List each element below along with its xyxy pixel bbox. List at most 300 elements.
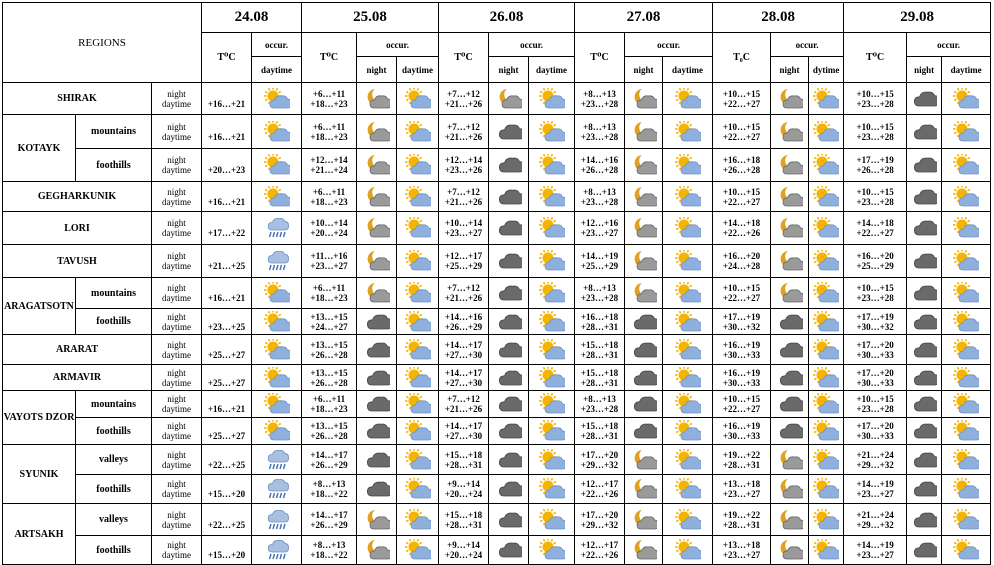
temp-day: +22…+27 bbox=[722, 98, 761, 109]
temp-night: +17…+20 bbox=[580, 449, 619, 460]
temp-cell bbox=[844, 182, 907, 212]
temp-cell bbox=[202, 504, 252, 536]
temp-night: +21…+24 bbox=[856, 449, 894, 460]
temp-cell bbox=[439, 475, 489, 504]
temp-day: +16…+21 bbox=[207, 196, 246, 207]
sun-behind-cloud-icon bbox=[529, 418, 575, 445]
temp-night: +21…+24 bbox=[856, 509, 894, 520]
sun-behind-cloud-icon bbox=[942, 445, 991, 475]
forecast-table bbox=[2, 2, 991, 565]
sun-behind-cloud-icon bbox=[809, 536, 844, 565]
night-label: night bbox=[167, 339, 186, 350]
temp-night: +10…+15 bbox=[722, 394, 761, 404]
temp-day: +29…+32 bbox=[856, 459, 894, 470]
temp-cell bbox=[575, 245, 625, 278]
sun-behind-cloud-icon bbox=[252, 278, 302, 309]
temp-cell bbox=[713, 536, 771, 565]
temp-header: T⁰C bbox=[302, 33, 357, 83]
temp-night: +13…+18 bbox=[722, 479, 761, 489]
temp-day: +30…+33 bbox=[722, 377, 761, 388]
dark-cloud-icon bbox=[907, 212, 942, 245]
dark-cloud-icon bbox=[907, 182, 942, 212]
temp-day: +16…+21 bbox=[207, 293, 246, 303]
temp-night: +16…+19 bbox=[722, 421, 761, 431]
dark-cloud-icon bbox=[489, 212, 529, 245]
temp-day: +22…+27 bbox=[722, 293, 761, 303]
temp-day: +16…+21 bbox=[207, 98, 246, 109]
temp-day: +30…+33 bbox=[722, 349, 761, 360]
daytime-header: daytime bbox=[663, 57, 713, 83]
temp-day: +20…+24 bbox=[444, 489, 483, 499]
moon-behind-cloud-icon bbox=[771, 149, 809, 182]
temp-day: +29…+32 bbox=[580, 459, 619, 470]
dark-cloud-icon bbox=[489, 365, 529, 391]
sun-behind-cloud-icon bbox=[529, 475, 575, 504]
sun-behind-cloud-icon bbox=[942, 83, 991, 115]
temp-night: +10…+15 bbox=[722, 121, 761, 132]
moon-behind-cloud-icon bbox=[625, 245, 663, 278]
dark-cloud-icon bbox=[625, 418, 663, 445]
temp-day: +22…+26 bbox=[580, 489, 619, 499]
table-row bbox=[3, 504, 991, 536]
temp-day: +26…+29 bbox=[310, 459, 348, 470]
moon-behind-cloud-icon bbox=[771, 475, 809, 504]
region-name: SYUNIK bbox=[3, 445, 76, 504]
temp-cell bbox=[844, 504, 907, 536]
temp-day: +25…+29 bbox=[444, 261, 483, 271]
dark-cloud-icon bbox=[489, 149, 529, 182]
temp-cell bbox=[439, 309, 489, 335]
night-label: night bbox=[167, 367, 186, 378]
temp-cell bbox=[575, 212, 625, 245]
dark-cloud-icon bbox=[625, 365, 663, 391]
temp-day: +18…+22 bbox=[310, 489, 348, 499]
temp-day: +28…+31 bbox=[722, 459, 761, 470]
temp-night: +17…+19 bbox=[856, 311, 894, 322]
sun-behind-cloud-icon bbox=[252, 83, 302, 115]
temp-day: +20…+24 bbox=[444, 550, 483, 560]
daytime-header: daytime bbox=[252, 57, 302, 83]
temp-day: +23…+28 bbox=[580, 404, 619, 414]
sun-behind-cloud-icon bbox=[529, 309, 575, 335]
dark-cloud-icon bbox=[357, 335, 397, 365]
dark-cloud-icon bbox=[489, 115, 529, 149]
sun-behind-cloud-icon bbox=[397, 115, 439, 149]
night-header: night bbox=[489, 57, 529, 83]
temp-cell bbox=[713, 115, 771, 149]
subregion-name: mountains bbox=[76, 115, 152, 149]
sun-behind-cloud-icon bbox=[942, 278, 991, 309]
moon-behind-cloud-icon bbox=[771, 278, 809, 309]
temp-night: +14…+16 bbox=[444, 311, 483, 322]
temp-cell bbox=[202, 365, 252, 391]
table-row bbox=[3, 245, 991, 278]
temp-night: +9…+14 bbox=[447, 540, 480, 550]
temp-cell bbox=[713, 475, 771, 504]
temp-cell bbox=[439, 212, 489, 245]
temp-cell bbox=[844, 335, 907, 365]
dark-cloud-icon bbox=[771, 391, 809, 418]
dark-cloud-icon bbox=[907, 83, 942, 115]
temp-header: T₀C bbox=[713, 33, 771, 83]
dark-cloud-icon bbox=[357, 445, 397, 475]
dark-cloud-icon bbox=[489, 335, 529, 365]
temp-cell bbox=[302, 182, 357, 212]
occur-header: occur. bbox=[252, 33, 302, 57]
temp-night: +10…+14 bbox=[444, 218, 483, 228]
sun-behind-cloud-icon bbox=[529, 278, 575, 309]
region-name: ARTSAKH bbox=[3, 504, 76, 565]
table-row bbox=[3, 278, 991, 309]
rain-cloud-icon bbox=[252, 245, 302, 278]
sun-behind-cloud-icon bbox=[252, 335, 302, 365]
temp-day: +22…+27 bbox=[856, 228, 894, 238]
moon-behind-cloud-icon bbox=[625, 445, 663, 475]
temp-night: +6…+11 bbox=[312, 186, 346, 197]
temp-cell bbox=[202, 149, 252, 182]
temp-night: +14…+19 bbox=[856, 479, 894, 489]
part-of-day-label bbox=[152, 365, 202, 391]
temp-night: +15…+18 bbox=[580, 339, 619, 350]
temp-cell bbox=[439, 115, 489, 149]
temp-day: +21…+26 bbox=[444, 293, 483, 303]
temp-cell bbox=[713, 445, 771, 475]
moon-behind-cloud-icon bbox=[357, 278, 397, 309]
temp-night: +17…+20 bbox=[856, 339, 894, 350]
temp-day: +24…+28 bbox=[722, 261, 761, 271]
night-header: night bbox=[357, 57, 397, 83]
temp-day: +21…+25 bbox=[207, 261, 246, 271]
temp-night: +15…+18 bbox=[580, 367, 619, 378]
region-name: KOTAYK bbox=[3, 115, 76, 182]
sun-behind-cloud-icon bbox=[663, 536, 713, 565]
temp-cell bbox=[844, 83, 907, 115]
temp-cell bbox=[302, 212, 357, 245]
temp-day: +26…+28 bbox=[722, 165, 761, 175]
occur-header: occur. bbox=[489, 33, 575, 57]
region-name: ARAGATSOTN bbox=[3, 278, 76, 335]
moon-behind-cloud-icon bbox=[771, 445, 809, 475]
temp-cell bbox=[202, 445, 252, 475]
sun-behind-cloud-icon bbox=[809, 115, 844, 149]
rain-cloud-icon bbox=[252, 212, 302, 245]
temp-cell bbox=[844, 365, 907, 391]
temp-day: +22…+27 bbox=[722, 131, 761, 142]
temp-day: +18…+23 bbox=[310, 404, 348, 414]
temp-cell bbox=[713, 278, 771, 309]
sun-behind-cloud-icon bbox=[942, 115, 991, 149]
temp-cell bbox=[302, 309, 357, 335]
temp-night: +12…+17 bbox=[580, 479, 619, 489]
dark-cloud-icon bbox=[907, 115, 942, 149]
sun-behind-cloud-icon bbox=[397, 391, 439, 418]
temp-cell bbox=[202, 418, 252, 445]
moon-behind-cloud-icon bbox=[357, 83, 397, 115]
sun-behind-cloud-icon bbox=[397, 278, 439, 309]
dark-cloud-icon bbox=[907, 536, 942, 565]
temp-cell bbox=[202, 83, 252, 115]
sun-behind-cloud-icon bbox=[942, 504, 991, 536]
night-label: night bbox=[167, 449, 186, 460]
night-label: night bbox=[167, 509, 186, 520]
part-of-day-label bbox=[152, 335, 202, 365]
rain-cloud-icon bbox=[252, 475, 302, 504]
temp-day: +20…+23 bbox=[207, 165, 246, 175]
temp-day: +26…+28 bbox=[580, 165, 619, 175]
sun-behind-cloud-icon bbox=[942, 309, 991, 335]
temp-cell bbox=[713, 309, 771, 335]
moon-behind-cloud-icon bbox=[357, 536, 397, 565]
temp-cell bbox=[202, 278, 252, 309]
temp-night: +8…+13 bbox=[583, 186, 616, 197]
temp-cell bbox=[713, 182, 771, 212]
temp-night: +17…+19 bbox=[722, 311, 761, 322]
sun-behind-cloud-icon bbox=[397, 335, 439, 365]
sun-behind-cloud-icon bbox=[252, 391, 302, 418]
dark-cloud-icon bbox=[907, 504, 942, 536]
temp-day: +26…+28 bbox=[310, 349, 348, 360]
temp-day: +22…+26 bbox=[722, 228, 761, 238]
temp-night: +10…+15 bbox=[856, 186, 894, 197]
night-label: night bbox=[167, 394, 186, 404]
sun-behind-cloud-icon bbox=[663, 365, 713, 391]
temp-night: +19…+22 bbox=[722, 449, 761, 460]
temp-cell bbox=[202, 212, 252, 245]
night-label: night bbox=[167, 88, 186, 99]
sun-behind-cloud-icon bbox=[252, 182, 302, 212]
date-header: 25.08 bbox=[302, 3, 439, 33]
sun-behind-cloud-icon bbox=[809, 365, 844, 391]
temp-day: +15…+20 bbox=[207, 489, 246, 499]
dark-cloud-icon bbox=[907, 418, 942, 445]
temp-day: +28…+31 bbox=[722, 519, 761, 530]
temp-night: +13…+15 bbox=[310, 421, 348, 431]
temp-day: +25…+29 bbox=[580, 261, 619, 271]
sun-behind-cloud-icon bbox=[397, 182, 439, 212]
temp-night: +10…+15 bbox=[722, 186, 761, 197]
temp-cell bbox=[844, 115, 907, 149]
sun-behind-cloud-icon bbox=[529, 212, 575, 245]
temp-cell bbox=[439, 445, 489, 475]
subregion-name: foothills bbox=[76, 309, 152, 335]
temp-day: +22…+25 bbox=[207, 519, 246, 530]
sun-behind-cloud-icon bbox=[809, 149, 844, 182]
sun-behind-cloud-icon bbox=[663, 115, 713, 149]
temp-night: +10…+15 bbox=[856, 121, 894, 132]
date-header: 26.08 bbox=[439, 3, 575, 33]
part-of-day-label bbox=[152, 212, 202, 245]
date-header: 24.08 bbox=[202, 3, 302, 33]
temp-cell bbox=[439, 391, 489, 418]
daytime-header: daytime bbox=[942, 57, 991, 83]
temp-day: +21…+24 bbox=[310, 165, 348, 175]
dark-cloud-icon bbox=[771, 335, 809, 365]
sun-behind-cloud-icon bbox=[663, 83, 713, 115]
sun-behind-cloud-icon bbox=[663, 212, 713, 245]
dark-cloud-icon bbox=[489, 309, 529, 335]
sun-behind-cloud-icon bbox=[809, 475, 844, 504]
temp-day: +25…+29 bbox=[856, 261, 894, 271]
temp-cell bbox=[302, 504, 357, 536]
temp-cell bbox=[713, 245, 771, 278]
sun-behind-cloud-icon bbox=[809, 418, 844, 445]
sun-behind-cloud-icon bbox=[529, 391, 575, 418]
temp-day: +18…+23 bbox=[310, 196, 348, 207]
night-header: night bbox=[625, 57, 663, 83]
temp-day: +30…+32 bbox=[856, 321, 894, 332]
dark-cloud-icon bbox=[907, 445, 942, 475]
sun-behind-cloud-icon bbox=[942, 418, 991, 445]
temp-cell bbox=[844, 245, 907, 278]
temp-day: +18…+22 bbox=[310, 550, 348, 560]
temp-cell bbox=[439, 83, 489, 115]
daytime-label: daytime bbox=[162, 377, 191, 388]
night-header: night bbox=[907, 57, 942, 83]
temp-day: +17…+22 bbox=[207, 228, 246, 238]
temp-night: +19…+22 bbox=[722, 509, 761, 520]
temp-cell bbox=[302, 335, 357, 365]
temp-day: +23…+27 bbox=[856, 489, 894, 499]
dark-cloud-icon bbox=[489, 245, 529, 278]
temp-day: +27…+30 bbox=[444, 377, 483, 388]
temp-night: +11…+16 bbox=[310, 251, 348, 261]
temp-cell bbox=[202, 245, 252, 278]
moon-behind-cloud-icon bbox=[357, 182, 397, 212]
date-header: 27.08 bbox=[575, 3, 713, 33]
temp-cell bbox=[302, 115, 357, 149]
temp-cell bbox=[302, 365, 357, 391]
sun-behind-cloud-icon bbox=[252, 115, 302, 149]
daytime-header: daytime bbox=[529, 57, 575, 83]
moon-behind-cloud-icon bbox=[357, 149, 397, 182]
temp-cell bbox=[439, 536, 489, 565]
sun-behind-cloud-icon bbox=[529, 115, 575, 149]
sun-behind-cloud-icon bbox=[809, 335, 844, 365]
temp-night: +17…+20 bbox=[580, 509, 619, 520]
temp-cell bbox=[844, 309, 907, 335]
dark-cloud-icon bbox=[357, 475, 397, 504]
sun-behind-cloud-icon bbox=[252, 309, 302, 335]
sun-behind-cloud-icon bbox=[809, 245, 844, 278]
temp-night: +14…+16 bbox=[580, 155, 619, 165]
temp-cell bbox=[575, 365, 625, 391]
temp-day: +23…+28 bbox=[856, 293, 894, 303]
temp-night: +8…+13 bbox=[583, 283, 616, 293]
temp-night: +14…+17 bbox=[444, 339, 483, 350]
temp-cell bbox=[439, 335, 489, 365]
table-row bbox=[3, 212, 991, 245]
region-name: SHIRAK bbox=[3, 83, 152, 115]
temp-day: +26…+29 bbox=[444, 321, 483, 332]
moon-behind-cloud-icon bbox=[771, 504, 809, 536]
temp-night: +7…+12 bbox=[447, 394, 480, 404]
temp-day: +28…+31 bbox=[580, 377, 619, 388]
temp-header: T⁰C bbox=[439, 33, 489, 83]
moon-behind-cloud-icon bbox=[625, 115, 663, 149]
sun-behind-cloud-icon bbox=[942, 335, 991, 365]
subregion-name: foothills bbox=[76, 475, 152, 504]
sun-behind-cloud-icon bbox=[252, 365, 302, 391]
temp-cell bbox=[439, 365, 489, 391]
temp-day: +23…+28 bbox=[856, 196, 894, 207]
dark-cloud-icon bbox=[489, 536, 529, 565]
temp-day: +21…+26 bbox=[444, 131, 483, 142]
temp-cell bbox=[844, 475, 907, 504]
temp-day: +15…+20 bbox=[207, 550, 246, 560]
night-label: night bbox=[167, 218, 186, 228]
temp-night: +9…+14 bbox=[447, 479, 480, 489]
temp-cell bbox=[844, 149, 907, 182]
temp-cell bbox=[575, 83, 625, 115]
temp-night: +14…+18 bbox=[722, 218, 761, 228]
region-name: TAVUSH bbox=[3, 245, 152, 278]
subregion-name: mountains bbox=[76, 391, 152, 418]
temp-night: +14…+17 bbox=[310, 449, 348, 460]
sun-behind-cloud-icon bbox=[663, 149, 713, 182]
dark-cloud-icon bbox=[625, 309, 663, 335]
moon-behind-cloud-icon bbox=[771, 83, 809, 115]
dark-cloud-icon bbox=[907, 391, 942, 418]
sun-behind-cloud-icon bbox=[809, 309, 844, 335]
temp-day: +23…+26 bbox=[444, 165, 483, 175]
temp-cell bbox=[844, 536, 907, 565]
moon-behind-cloud-icon bbox=[625, 182, 663, 212]
sun-behind-cloud-icon bbox=[663, 245, 713, 278]
temp-day: +26…+28 bbox=[310, 377, 348, 388]
daytime-label: daytime bbox=[162, 293, 191, 303]
temp-day: +28…+31 bbox=[444, 519, 483, 530]
night-label: night bbox=[167, 540, 186, 550]
region-name: GEGHARKUNIK bbox=[3, 182, 152, 212]
daytime-label: daytime bbox=[162, 404, 191, 414]
sun-behind-cloud-icon bbox=[252, 149, 302, 182]
moon-behind-cloud-icon bbox=[625, 504, 663, 536]
temp-cell bbox=[302, 245, 357, 278]
dark-cloud-icon bbox=[489, 445, 529, 475]
temp-day: +23…+27 bbox=[310, 261, 348, 271]
table-row bbox=[3, 149, 991, 182]
table-row bbox=[3, 536, 991, 565]
table-row bbox=[3, 445, 991, 475]
temp-day: +23…+28 bbox=[580, 293, 619, 303]
temp-day: +26…+28 bbox=[310, 431, 348, 441]
moon-behind-cloud-icon bbox=[625, 475, 663, 504]
temp-cell bbox=[302, 83, 357, 115]
sun-behind-cloud-icon bbox=[942, 365, 991, 391]
temp-day: +16…+21 bbox=[207, 131, 246, 142]
sun-behind-cloud-icon bbox=[942, 536, 991, 565]
region-name: ARMAVIR bbox=[3, 365, 152, 391]
part-of-day-label bbox=[152, 445, 202, 475]
temp-day: +24…+27 bbox=[310, 321, 348, 332]
dark-cloud-icon bbox=[625, 335, 663, 365]
regions-header: REGIONS bbox=[3, 3, 202, 83]
sun-behind-cloud-icon bbox=[809, 212, 844, 245]
sun-behind-cloud-icon bbox=[529, 536, 575, 565]
moon-behind-cloud-icon bbox=[625, 83, 663, 115]
daytime-header: daytime bbox=[397, 57, 439, 83]
temp-night: +16…+18 bbox=[722, 155, 761, 165]
temp-night: +12…+14 bbox=[310, 155, 348, 165]
temp-night: +16…+19 bbox=[722, 367, 761, 378]
daytime-label: daytime bbox=[162, 519, 191, 530]
sun-behind-cloud-icon bbox=[942, 245, 991, 278]
sun-behind-cloud-icon bbox=[529, 182, 575, 212]
temp-day: +27…+30 bbox=[444, 431, 483, 441]
temp-night: +16…+20 bbox=[722, 251, 761, 261]
table-row bbox=[3, 365, 991, 391]
temp-day: +26…+28 bbox=[856, 165, 894, 175]
